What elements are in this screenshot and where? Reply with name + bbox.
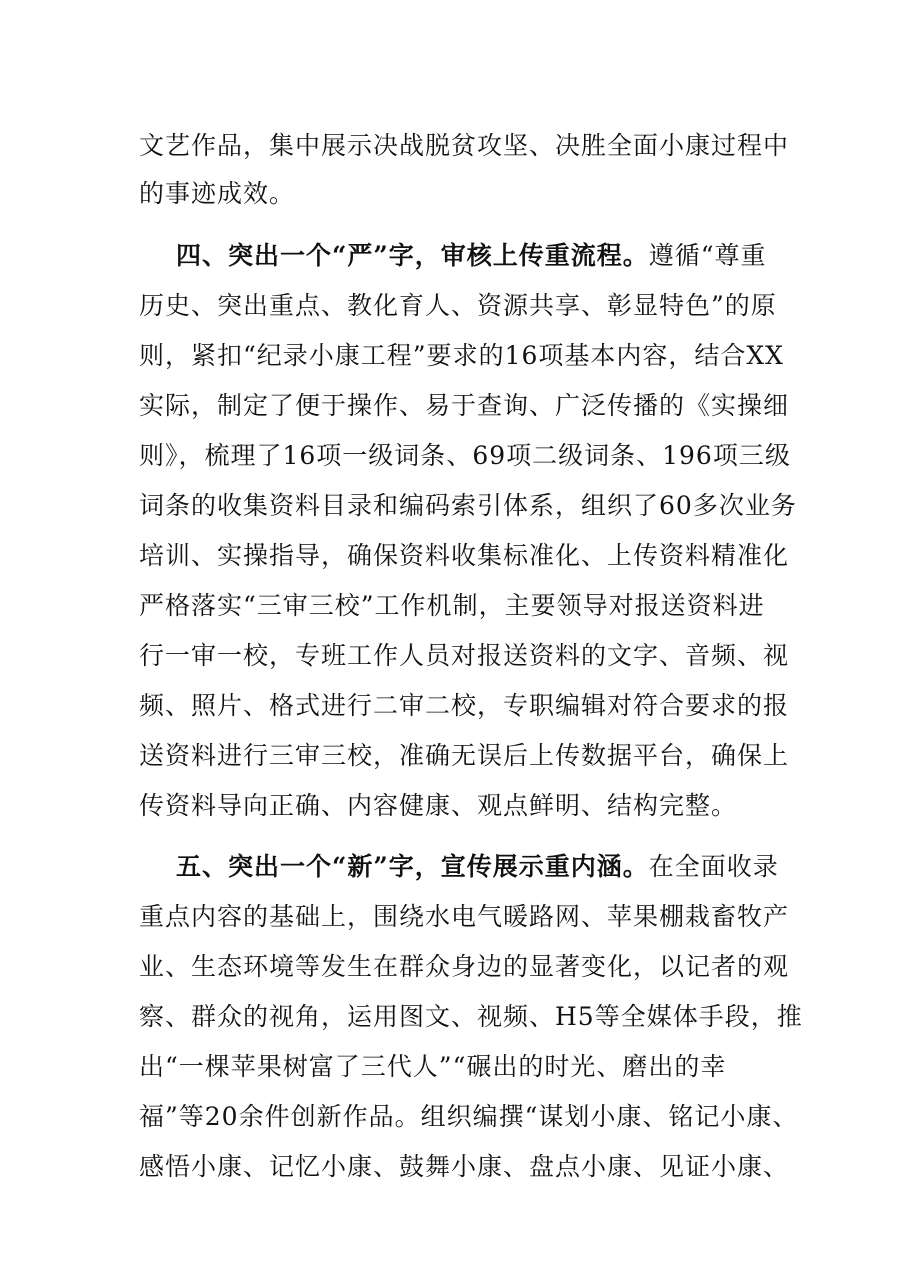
paragraph-line: 感悟小康、记忆小康、鼓舞小康、盘点小康、见证小康、 [139,1152,790,1181]
paragraph-line: 的事迹成效。 [139,179,296,208]
paragraph-line: 词条的收集资料目录和编码索引体系，组织了60多次业务 [139,491,797,520]
section-4-heading: 四、突出一个“严”字，审核上传重流程。 [176,241,649,270]
paragraph-line: 出“一棵苹果树富了三代人”“碾出的时光、磨出的幸 [139,1052,727,1081]
section-4-lead: 遵循“尊重 [648,241,767,270]
paragraph-line: 则》，梳理了16项一级词条、69项二级词条、196项三级 [139,441,791,470]
section-4-first-line [176,236,789,276]
paragraph-line: 频、照片、格式进行二审二校，专职编辑对符合要求的报 [139,691,790,720]
paragraph-line: 行一审一校，专班工作人员对报送资料的文字、音频、视 [139,641,790,670]
paragraph-line: 历史、突出重点、教化育人、资源共享、彰显特色”的原 [139,291,777,320]
paragraph-line: 送资料进行三审三校，准确无误后上传数据平台，确保上 [139,741,790,770]
section-5-first-line [176,847,789,887]
paragraph-line: 福”等20余件创新作品。组织编撰“谋划小康、铭记小康、 [139,1102,799,1131]
paragraph-line: 严格落实“三审三校”工作机制，主要领导对报送资料进 [139,591,765,620]
paragraph-line: 重点内容的基础上，围绕水电气暖路网、苹果棚栽畜牧产 [139,902,790,931]
paragraph-line: 培训、实操指导，确保资料收集标准化、上传资料精准化 [139,541,790,570]
section-5-lead: 在全面收录 [648,852,779,881]
paragraph-line: 业、生态环境等发生在群众身边的显著变化，以记者的观 [139,952,790,981]
paragraph-line: 传资料导向正确、内容健康、观点鲜明、结构完整。 [139,791,738,820]
section-5-heading: 五、突出一个“新”字，宣传展示重内涵。 [176,852,649,881]
paragraph-line: 则，紧扣“纪录小康工程”要求的16项基本内容，结合XX [139,341,784,370]
paragraph-line: 文艺作品，集中展示决战脱贫攻坚、决胜全面小康过程中 [139,131,790,160]
paragraph-line: 察、群众的视角，运用图文、视频、H5等全媒体手段，推 [139,1002,803,1031]
paragraph-line: 实际，制定了便于操作、易于查询、广泛传播的《实操细 [139,391,790,420]
